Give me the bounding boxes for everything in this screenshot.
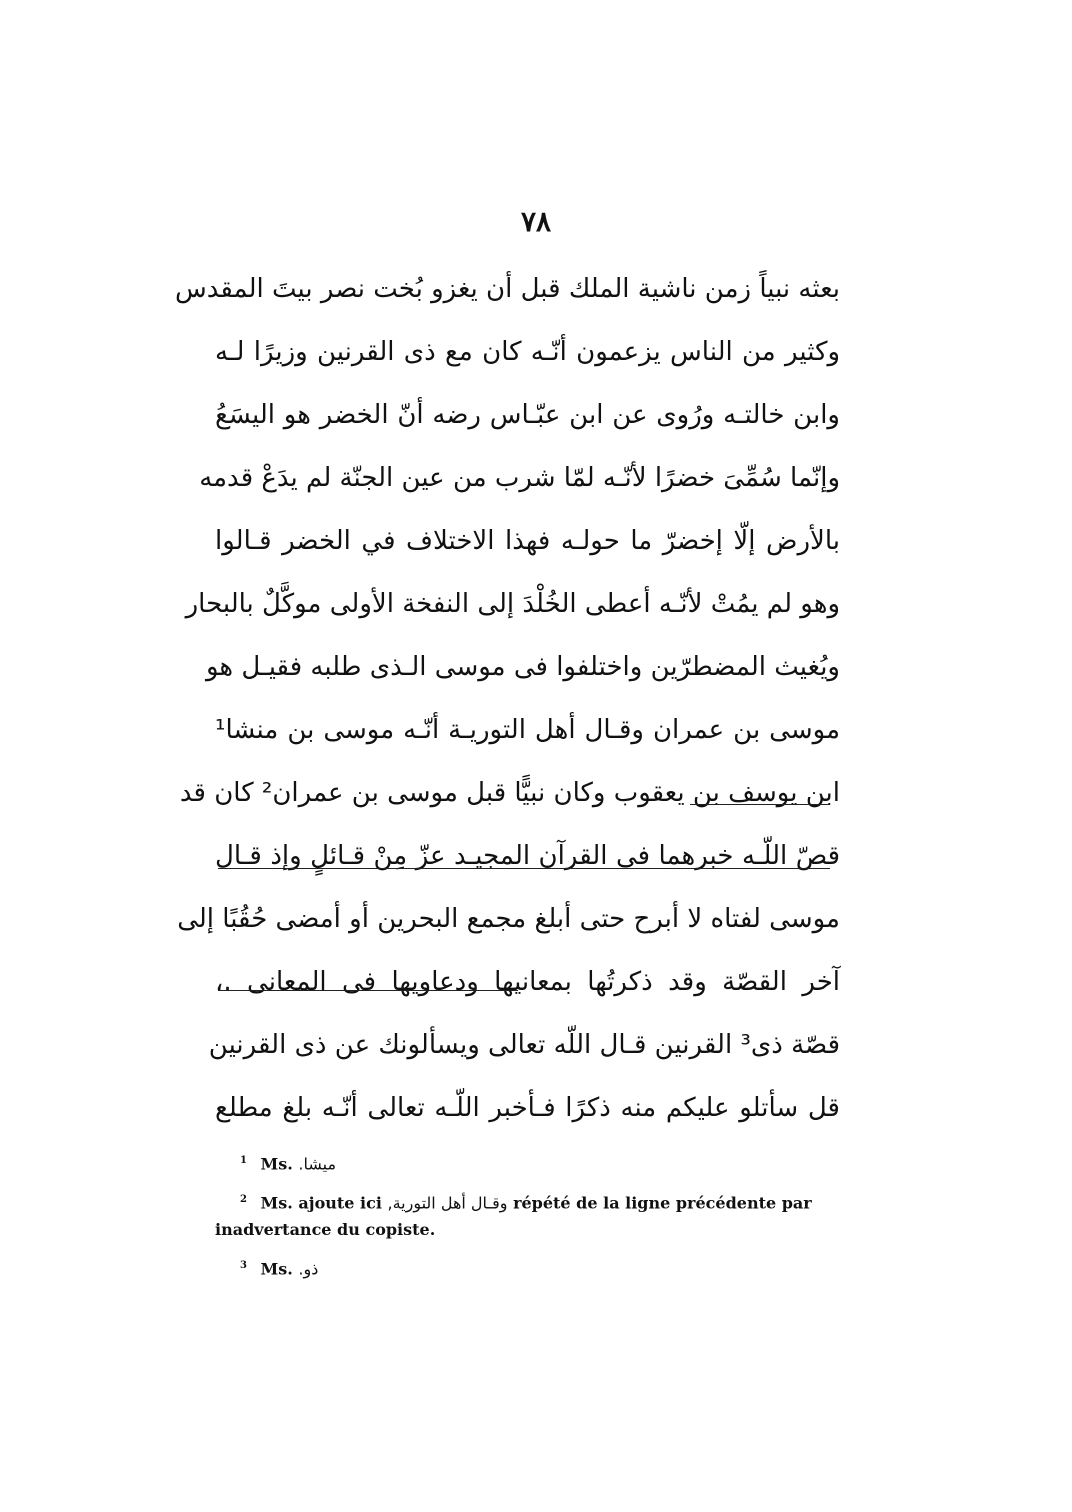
footnote-mark: 2 bbox=[240, 1194, 247, 1206]
rule-under-line-12 bbox=[218, 990, 518, 991]
footnotes bbox=[215, 1148, 835, 1292]
text-line: ويُغيث المضطرّين واختلفوا فى موسى الـذى طلبه فقيـل هو bbox=[205, 652, 840, 682]
text-line: بعثه نبياً زمن ناشية الملك قبل أن يغزو بُخت نصر بيتَ المقدس bbox=[175, 274, 840, 304]
footnote-arabic: وقـال أهل التورية, bbox=[387, 1193, 508, 1213]
text-line: قل سأتلو عليكم منه ذكرًا فـأخبر اللّـه تعالى أنّـه بلغ مطلع bbox=[215, 1093, 840, 1123]
footnote-3 bbox=[215, 1253, 835, 1282]
footnote-prefix: Ms. bbox=[260, 1154, 293, 1174]
rule-under-line-9 bbox=[690, 804, 830, 805]
rule-under-line-10 bbox=[218, 868, 830, 869]
text-line: موسى بن عمران وقـال أهل التوريـة أنّـه موسى بن منشا¹ bbox=[215, 715, 840, 745]
text-line: وهو لم يمُتْ لأنّـه أعطى الخُلْدَ إلى النفخة الأولى موكَّلٌ بالبحار bbox=[185, 589, 840, 619]
text-line: قصّة ذى³ القرنين قـال اللّه تعالى ويسألونك عن ذى القرنين bbox=[208, 1030, 840, 1060]
page-number: ٧٨ bbox=[520, 205, 552, 238]
footnote-2 bbox=[215, 1187, 835, 1242]
text-line: آخر القصّة وقد ذكرتُها بمعانيها ودعاويها فى المعانى .، bbox=[215, 967, 840, 997]
text-line: موسى لفتاه لا أبرح حتى أبلغ مجمع البحرين أو أمضى حُقُبًا إلى bbox=[177, 904, 840, 934]
footnote-prefix: Ms. bbox=[260, 1258, 293, 1278]
text-line: وكثير من الناس يزعمون أنّـه كان مع ذى القرنين وزيرًا لـه bbox=[215, 337, 840, 367]
footnote-prefix: Ms. ajoute ici bbox=[260, 1193, 382, 1213]
text-line: وابن خالتـه ورُوى عن ابن عبّـاس رضه أنّ الخضر هو اليسَعُ bbox=[215, 400, 840, 430]
footnote-arabic: ذو. bbox=[298, 1258, 319, 1278]
arabic-body-text bbox=[175, 258, 840, 1140]
text-line: بالأرض إلّا إخضرّ ما حولـه فهذا الاختلاف في الخضر قـالوا bbox=[215, 526, 840, 556]
footnote-suffix: répété de la ligne précédente par inadvertance du copiste. bbox=[215, 1193, 812, 1239]
footnote-1 bbox=[215, 1148, 835, 1177]
footnote-mark: 3 bbox=[240, 1259, 247, 1271]
text-line: ابن يوسف بن يعقوب وكان نبيًّا قبل موسى بن عمران² كان قد bbox=[179, 778, 840, 808]
footnote-arabic: ميشا. bbox=[298, 1154, 337, 1174]
text-line: قصّ اللّـه خبرهما فى القرآن المجيـد عزّ مِنْ قـائلٍ وإذ قـال bbox=[215, 841, 840, 871]
text-line: وإنّما سُمِّىَ خضرًا لأنّـه لمّا شرب من عين الجنّة لم يدَعْ قدمه bbox=[199, 463, 840, 493]
footnote-mark: 1 bbox=[240, 1155, 247, 1166]
